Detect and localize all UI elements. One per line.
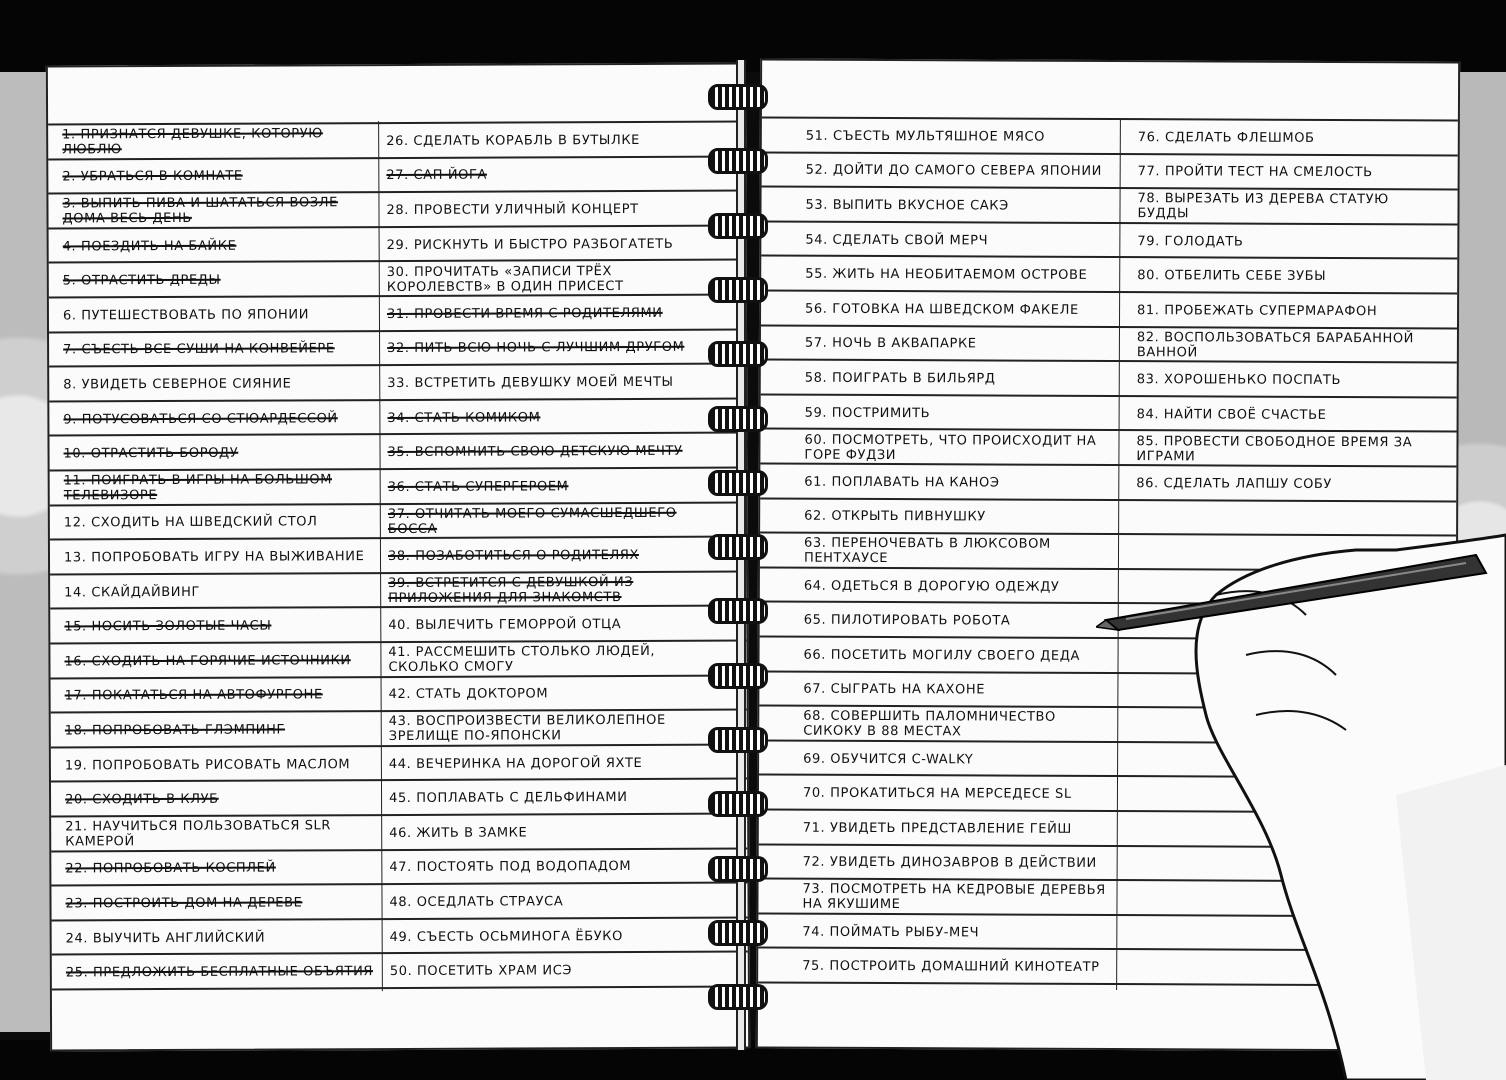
spiral-ring [708,84,768,110]
list-item [62,124,376,160]
list-item [803,672,1111,708]
list-item-text: 64. ОДЕТЬСЯ В ДОРОГУЮ ОДЕЖДУ [803,578,1060,595]
list-item-text: 28. ПРОВЕСТИ УЛИЧНЫЙ КОНЦЕРТ [386,201,639,219]
list-item-text: 2. УБРАТЬСЯ В КОМНАТЕ [62,169,243,185]
list-item-text: 29. РИСКНУТЬ И БЫСТРО РАЗБОГАТЕТЬ [386,236,674,253]
list-item-text: 37. ОТЧИТАТЬ МОЕГО СУМАСШЕДШЕГО БОССА [387,505,677,537]
notebook-page-left [46,62,750,1051]
list-item [390,953,706,989]
list-item [389,745,705,781]
list-item [63,228,377,264]
list-item-text: 1. ПРИЗНАТСЯ ДЕВУШКЕ, КОТОРУЮ ЛЮБЛЮ [62,126,323,158]
list-item [803,811,1111,847]
list-item-text: 80. ОТБЕЛИТЬ СЕБЕ ЗУБЫ [1137,268,1327,285]
list-item [64,608,378,644]
list-item-text: 48. ОСЕДЛАТЬ СТРАУСА [389,894,564,911]
bucket-list-column-2 [386,123,702,980]
list-item-text: 50. ПОСЕТИТЬ ХРАМ ИСЭ [389,963,573,980]
list-item [1137,328,1437,364]
list-item-text: 73. ПОСМОТРЕТЬ НА КЕДРОВЫЕ ДЕРЕВЬЯ НА ЯКУШИМЕ [802,882,1106,913]
list-item-text: 20. СХОДИТЬ В КЛУБ [65,791,219,808]
list-item-text: 33. ВСТРЕТИТЬ ДЕВУШКУ МОЕЙ МЕЧТЫ [387,374,674,392]
list-item [803,638,1111,674]
list-item [806,153,1114,189]
list-item-text: 10. ОТРАСТИТЬ БОРОДУ [63,445,239,462]
list-item [805,395,1113,431]
list-item [389,815,705,851]
list-item [1138,120,1438,156]
list-item [389,780,705,816]
list-item-text: 68. СОВЕРШИТЬ ПАЛОМНИЧЕСТВО СИКОКУ В 88 МЕСТАХ [803,709,1056,740]
list-item-text: 67. СЫГРАТЬ НА КАХОНЕ [803,682,986,698]
list-item-text: 45. ПОПЛАВАТЬ С ДЕЛЬФИНАМИ [389,790,628,807]
list-item [63,262,377,298]
list-item-text: 41. РАССМЕШИТЬ СТОЛЬКО ЛЮДЕЙ, СКОЛЬКО СМОГУ [388,644,656,676]
list-item-text: 23. ПОСТРОИТЬ ДОМ НА ДЕРЕВЕ [65,895,303,912]
spiral-ring [708,277,768,303]
list-item [804,534,1112,570]
list-item-text: 16. СХОДИТЬ НА ГОРЯЧИЕ ИСТОЧНИКИ [64,653,351,670]
hand-holding-pen-illustration [1096,515,1506,1080]
list-item [65,712,379,748]
list-item [387,434,703,470]
list-item-text: 27. САП ЙОГА [386,167,488,184]
list-item-text: 53. ВЫПИТЬ ВКУСНОЕ САКЭ [805,197,1009,214]
list-item [64,470,378,506]
list-item [806,119,1114,155]
list-item-text: 44. ВЕЧЕРИНКА НА ДОРОГОЙ ЯХТЕ [388,755,643,772]
list-item-text: 39. ВСТРЕТИТСЯ С ДЕВУШКОЙ ИЗ ПРИЛОЖЕНИЯ ДЛЯ ЗНАКОМСТВ [388,575,634,607]
list-item [62,159,376,195]
list-item [65,747,379,783]
list-item-text: 85. ПРОВЕСТИ СВОБОДНОЕ ВРЕМЯ ЗА ИГРАМИ [1136,433,1413,465]
spiral-ring [708,148,768,174]
list-item [65,851,379,887]
spiral-ring [708,663,768,689]
list-item-text: 78. ВЫРЕЗАТЬ ИЗ ДЕРЕВА СТАТУЮ БУДДЫ [1137,191,1389,222]
list-item [65,781,379,817]
list-item [804,568,1112,604]
list-item [803,741,1111,777]
list-item-text: 26. СДЕЛАТЬ КОРАБЛЬ В БУТЫЛКЕ [386,132,640,149]
list-item-text: 14. СКАЙДАЙВИНГ [64,584,201,601]
list-item [63,297,377,333]
list-item-text: 4. ПОЕЗДИТЬ НА БАЙКЕ [62,238,237,255]
list-item-text: 82. ВОСПОЛЬЗОВАТЬСЯ БАРАБАННОЙ ВАННОЙ [1136,330,1415,361]
list-item-text: 24. ВЫУЧИТЬ АНГЛИЙСКИЙ [65,930,266,947]
list-item [64,643,378,679]
spiral-binding [708,80,772,1030]
list-item-text: 18. ПОПРОБОВАТЬ ГЛЭМПИНГ [64,722,286,739]
spiral-ring [708,341,768,367]
list-item-text: 70. ПРОКАТИТЬСЯ НА МЕРСЕДЕСЕ SL [802,785,1072,803]
list-item-text: 17. ПОКАТАТЬСЯ НА АВТОФУРГОНЕ [64,687,323,704]
list-item-text: 25. ПРЕДЛОЖИТЬ БЕСПЛАТНЫЕ ОБЪЯТИЯ [65,964,374,981]
list-item [804,465,1112,501]
list-item [1137,189,1437,225]
list-item-text: 56. ГОТОВКА НА ШВЕДСКОМ ФАКЕЛЕ [805,301,1079,318]
list-item [805,188,1113,224]
list-item-text: 43. ВОСПРОИЗВЕСТИ ВЕЛИКОЛЕПНОЕ ЗРЕЛИЩЕ ПО-ЯПОНСКИ [388,713,666,745]
list-item-text: 21. НАУЧИТЬСЯ ПОЛЬЗОВАТЬСЯ SLR КАМЕРОЙ [65,818,332,850]
list-item [387,296,703,332]
list-item [804,499,1112,535]
list-item-text: 63. ПЕРЕНОЧЕВАТЬ В ЛЮКСОВОМ ПЕНТХАУСЕ [803,536,1051,567]
spiral-ring [708,470,768,496]
list-item [64,574,378,610]
list-item-text: 66. ПОСЕТИТЬ МОГИЛУ СВОЕГО ДЕДА [803,647,1081,664]
list-item-text: 54. СДЕЛАТЬ СВОЙ МЕРЧ [805,232,989,249]
list-item-text: 3. ВЫПИТЬ ПИВА И ШАТАТЬСЯ ВОЗЛЕ ДОМА ВЕСЬ ДЕНЬ [62,195,339,227]
list-item [389,711,705,747]
list-item-text: 9. ПОТУСОВАТЬСЯ СО СТЮАРДЕССОЙ [63,410,338,428]
list-item [1137,259,1437,295]
list-item [386,192,702,228]
list-item-text: 40. ВЫЛЕЧИТЬ ГЕМОРРОЙ ОТЦА [388,617,622,634]
list-item-text: 65. ПИЛОТИРОВАТЬ РОБОТА [803,612,1011,629]
list-item [389,676,705,712]
list-item-text: 11. ПОИГРАТЬ В ИГРЫ НА БОЛЬШОМ ТЕЛЕВИЗОРЕ [63,472,333,504]
list-item-text: 42. СТАТЬ ДОКТОРОМ [388,686,549,703]
list-item-text: 52. ДОЙТИ ДО САМОГО СЕВЕРА ЯПОНИИ [805,163,1103,180]
spiral-ring [708,727,768,753]
list-item [803,776,1111,812]
list-item-text: 60. ПОСМОТРЕТЬ, ЧТО ПРОИСХОДИТ НА ГОРЕ ФУДЗИ [804,432,1097,463]
list-item [387,226,703,262]
spiral-ring [708,856,768,882]
list-item-text: 38. ПОЗАБОТИТЬСЯ О РОДИТЕЛЯХ [387,547,639,565]
list-item [802,880,1110,916]
list-item [66,920,380,956]
list-item-text: 57. НОЧЬ В АКВАПАРКЕ [804,336,977,352]
list-item-text: 55. ЖИТЬ НА НЕОБИТАЕМОМ ОСТРОВЕ [805,266,1088,284]
list-item-text: 76. СДЕЛАТЬ ФЛЕШМОБ [1137,129,1315,146]
list-item-text: 86. СДЕЛАТЬ ЛАПШУ СОБУ [1136,475,1333,492]
list-item-text: 61. ПОПЛАВАТЬ НА КАНОЭ [804,474,1000,491]
list-item [65,678,379,714]
list-item [386,157,702,193]
list-item [1138,155,1438,191]
list-item-text: 83. ХОРОШЕНЬКО ПОСПАТЬ [1136,372,1342,388]
list-item [386,123,702,159]
list-item [63,435,377,471]
list-item [802,949,1110,985]
list-item [804,430,1112,466]
list-item-text: 36. СТАТЬ СУПЕРГЕРОЕМ [387,479,569,495]
bucket-list-column-3 [802,119,1114,976]
spiral-ring [708,598,768,624]
list-item [387,365,703,401]
list-item-text: 6. ПУТЕШЕСТВОВАТЬ ПО ЯПОНИИ [62,307,310,324]
bucket-list-column-4 [1136,120,1438,492]
list-item [65,885,379,921]
list-item [64,505,378,541]
list-item [388,538,704,574]
list-item [1137,362,1437,398]
list-item-text: 30. ПРОЧИТАТЬ «ЗАПИСИ ТРЁХ КОРОЛЕВСТВ» В ОДИН ПРИСЕСТ [386,263,624,295]
list-item-text: 32. ПИТЬ ВСЮ НОЧЬ С ЛУЧШИМ ДРУГОМ [387,340,685,357]
list-item-text: 22. ПОПРОБОВАТЬ КОСПЛЕЙ [65,860,276,877]
list-item [805,292,1113,328]
list-item [387,330,703,366]
list-item [390,918,706,954]
list-item [63,366,377,402]
list-item-text: 75. ПОСТРОИТЬ ДОМАШНИЙ КИНОТЕАТР [802,958,1100,976]
list-item-text: 58. ПОИГРАТЬ В БИЛЬЯРД [804,370,996,387]
list-item [1137,224,1437,260]
list-item [62,193,376,229]
list-item-text: 49. СЪЕСТЬ ОСЬМИНОГА ЁБУКО [389,928,623,945]
list-item [388,469,704,505]
list-item [805,361,1113,397]
list-item [805,257,1113,293]
list-item [388,503,704,539]
list-item-text: 31. ПРОВЕСТИ ВРЕМЯ С РОДИТЕЛЯМИ [386,305,663,322]
list-item-text: 79. ГОЛОДАТЬ [1137,233,1244,250]
list-item [803,845,1111,881]
list-item-text: 47. ПОСТОЯТЬ ПОД ВОДОПАДОМ [389,859,632,876]
list-item [1137,293,1437,329]
list-item-text: 74. ПОЙМАТЬ РЫБУ-МЕЧ [802,924,980,941]
list-item [65,816,379,852]
list-item [802,914,1110,950]
list-item [64,539,378,575]
list-item [387,261,703,297]
list-item [803,707,1111,743]
list-item-text: 7. СЪЕСТЬ ВСЕ СУШИ НА КОНВЕЙЕРЕ [63,341,335,358]
spiral-ring [708,213,768,239]
list-item-text: 34. СТАТЬ КОМИКОМ [387,409,541,426]
list-item [388,572,704,608]
list-item-text: 71. УВИДЕТЬ ПРЕДСТАВЛЕНИЕ ГЕЙШ [802,820,1072,837]
list-item-text: 12. СХОДИТЬ НА ШВЕДСКИЙ СТОЛ [63,514,318,531]
list-item [63,401,377,437]
list-item [389,884,705,920]
list-item [387,399,703,435]
list-item [805,326,1113,362]
list-item [1136,466,1436,502]
list-item-text: 72. УВИДЕТЬ ДИНОЗАВРОВ В ДЕЙСТВИИ [802,855,1097,872]
list-item-text: 69. ОБУЧИТСЯ C-WALKY [803,751,974,768]
list-item-text: 59. ПОСТРИМИТЬ [804,405,931,421]
list-item-text: 15. НОСИТЬ ЗОЛОТЫЕ ЧАСЫ [64,618,272,635]
list-item-text: 19. ПОПРОБОВАТЬ РИСОВАТЬ МАСЛОМ [64,756,351,774]
list-item-text: 81. ПРОБЕЖАТЬ СУПЕРМАРАФОН [1137,302,1378,319]
list-item [1136,432,1436,468]
list-item [388,607,704,643]
spiral-ring [708,920,768,946]
list-item-text: 35. ВСПОМНИТЬ СВОЮ ДЕТСКУЮ МЕЧТУ [387,443,683,461]
list-item [804,603,1112,639]
list-item-text: 84. НАЙТИ СВОЁ СЧАСТЬЕ [1136,406,1327,423]
spiral-ring [708,984,768,1010]
list-item [63,332,377,368]
list-item-text: 5. ОТРАСТИТЬ ДРЕДЫ [62,272,221,289]
spiral-ring [708,791,768,817]
list-item [388,642,704,678]
list-item [1137,397,1437,433]
list-item-text: 13. ПОПРОБОВАТЬ ИГРУ НА ВЫЖИВАНИЕ [63,549,365,566]
list-item [805,222,1113,258]
list-item [389,849,705,885]
list-item-text: 62. ОТКРЫТЬ ПИВНУШКУ [804,509,986,525]
list-item-text: 51. СЪЕСТЬ МУЛЬТЯШНОЕ МЯСО [805,128,1046,145]
list-item [66,954,380,990]
list-item-text: 46. ЖИТЬ В ЗАМКЕ [389,825,528,841]
spiral-ring [708,406,768,432]
spiral-ring [708,534,768,560]
list-item-text: 8. УВИДЕТЬ СЕВЕРНОЕ СИЯНИЕ [63,376,292,393]
bucket-list-column-1 [62,124,376,981]
list-item-text: 77. ПРОЙТИ ТЕСТ НА СМЕЛОСТЬ [1137,164,1373,181]
